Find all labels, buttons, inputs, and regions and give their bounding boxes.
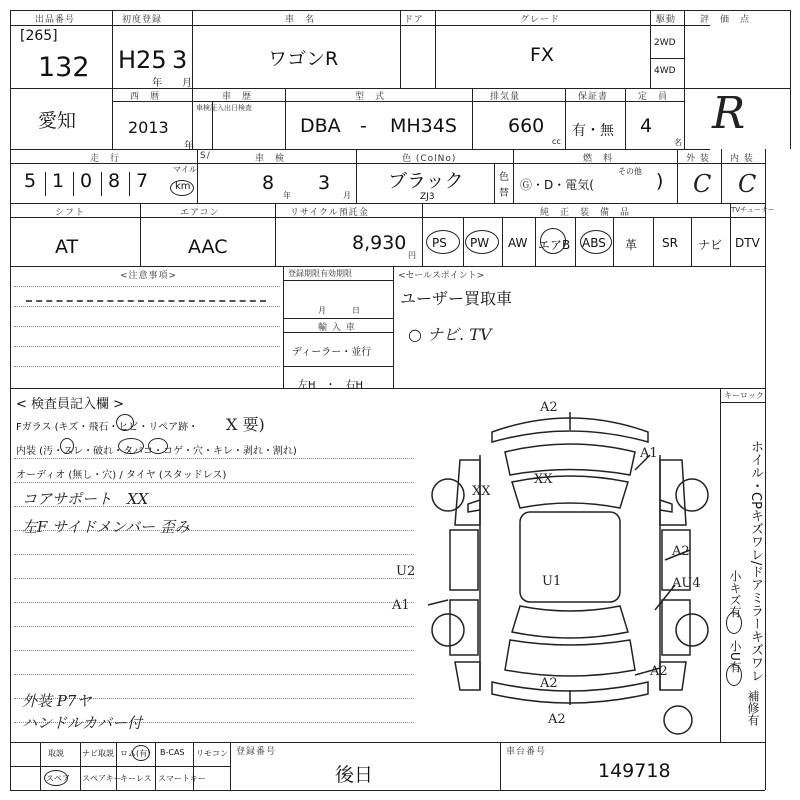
side-note: ホイル・CPキズワレ/ドアミラーキズワレ xyxy=(748,440,763,683)
equip-navi: ナビ xyxy=(698,238,723,252)
inspect-month-unit: 月 xyxy=(343,191,351,200)
tv-tuner-label: TVチューナー xyxy=(731,206,775,214)
mark-hood: XX xyxy=(534,472,553,487)
type-code: MH34S xyxy=(390,115,457,137)
equip-airbag: エアB xyxy=(538,238,571,252)
equip-abs: ABS xyxy=(582,236,606,250)
equip-dtv: DTV xyxy=(735,236,760,250)
type-dash: - xyxy=(360,115,367,137)
score: R xyxy=(712,88,746,139)
dealer-label: ディーラー・並行 xyxy=(292,347,372,358)
inspection-title: < 検査員記入欄 > xyxy=(16,397,125,412)
fuel-other: その他 xyxy=(618,167,642,176)
sales-point-1: ユーザー買取車 xyxy=(400,289,513,308)
equip-circle-airbag xyxy=(540,228,566,254)
fuel-options: Ⓖ・D・電気( xyxy=(520,178,594,192)
equip-circle-ps xyxy=(426,230,460,254)
shift-label: シフト xyxy=(55,208,86,218)
footer-rom: ロム(有) xyxy=(120,749,151,758)
equip-circle-pw xyxy=(465,230,499,254)
equip-ps: PS xyxy=(432,236,447,250)
hand-note-3: 外装 P7ヤ xyxy=(22,692,92,710)
inspect-year: 8 xyxy=(262,172,275,194)
car-diagram xyxy=(420,400,720,740)
mark-roof: U1 xyxy=(542,574,562,589)
mileage-digit: 0 xyxy=(80,170,93,192)
mark-right-rear: A2 xyxy=(650,664,668,679)
prefecture: 愛知 xyxy=(38,110,77,132)
mark-trunk: A2 xyxy=(540,676,558,691)
footer-spare: スペア xyxy=(46,774,70,783)
ext-label: 外 装 xyxy=(686,154,710,164)
mark-left-door: U2 xyxy=(396,564,416,579)
shift: AT xyxy=(55,236,79,258)
interior-line: 内装 (汚・スレ・破れ・タバコ・コゲ・穴・キレ・剥れ・割れ) xyxy=(16,446,297,457)
lot-bracket: [265] xyxy=(20,28,58,44)
year: 2013 xyxy=(128,118,169,137)
ac-label: エアコン xyxy=(180,208,220,218)
fuel-label: 燃 料 xyxy=(583,154,614,164)
glass-line: Fガラス (キズ・飛石・ヒビ・リペア跡・ xyxy=(16,422,199,433)
mark-hood-right: A1 xyxy=(640,446,658,461)
ac: AAC xyxy=(188,236,228,258)
cc-label: 排気量 xyxy=(490,92,521,102)
footer-navi-manual: ナビ取説 xyxy=(82,749,114,758)
equip-label: 純 正 装 備 品 xyxy=(540,208,631,218)
color-label: 色 (ColNo) xyxy=(402,154,457,164)
score-label: 評 価 点 xyxy=(700,15,751,25)
drive-2wd: 2WD xyxy=(654,38,676,48)
equip-circle-abs xyxy=(580,230,612,254)
footer-bcas: B-CAS xyxy=(160,748,185,757)
model-name: ワゴンR xyxy=(268,48,339,70)
ext-grade: C xyxy=(693,170,712,198)
reg-month: 3 xyxy=(172,46,188,74)
grade: FX xyxy=(530,44,554,66)
hand-note-1: コアサポート XX xyxy=(22,490,149,508)
equip-aw: AW xyxy=(508,236,528,250)
hand-note-2: 左F サイドメンバー 歪み xyxy=(22,518,190,536)
equip-sr: SR xyxy=(662,236,678,250)
reg-month-unit: 月 xyxy=(182,78,192,89)
mileage-label: 走 行 xyxy=(90,154,121,164)
mark-right-rear-door: AU4 xyxy=(672,576,701,591)
handle-label: 左H ・ 右H xyxy=(298,380,364,391)
color: ブラック xyxy=(388,170,464,192)
mileage-digit: 1 xyxy=(52,170,65,192)
capacity: 4 xyxy=(640,115,653,137)
equip-pw: PW xyxy=(470,236,490,250)
mileage-digit: 7 xyxy=(136,170,149,192)
lot-label: 出品番号 xyxy=(35,15,76,25)
mileage-digit: 8 xyxy=(108,170,121,192)
color-change-2: 替 xyxy=(499,188,509,199)
glass-mark: X 要) xyxy=(226,415,265,434)
mileage-digit: 5 xyxy=(24,170,37,192)
key-lock-label: キーロック xyxy=(724,391,764,400)
door-label: ドア xyxy=(404,15,424,25)
grade-label: グレード xyxy=(520,15,561,25)
shaken-sub: 車検証入出日検査 xyxy=(196,104,252,112)
mark-right-door: A2 xyxy=(672,544,690,559)
inspect-month: 3 xyxy=(318,172,331,194)
warranty: 有・無 xyxy=(572,123,614,139)
mileage-digits xyxy=(18,168,168,200)
int-label: 内 装 xyxy=(730,154,754,164)
unit-s: S/ xyxy=(200,151,211,161)
cc-unit: cc xyxy=(552,137,561,146)
shaken-label: 車 歴 xyxy=(222,92,253,102)
mark-left-front: XX xyxy=(472,484,491,499)
inspect-label: 車 検 xyxy=(255,154,286,164)
reg-limit-month: 月 xyxy=(318,306,326,315)
type-prefix: DBA xyxy=(300,115,341,137)
drive-4wd: 4WD xyxy=(654,66,676,76)
recycle-label: リサイクル預託金 xyxy=(290,208,369,218)
footer-spare-key: スペアキー xyxy=(82,774,122,783)
color-change-1: 色 xyxy=(499,172,509,183)
side-note-4: 補修有 xyxy=(746,690,760,726)
notes-label: <注意事項> xyxy=(120,271,178,281)
chassis-label: 車台番号 xyxy=(506,747,547,757)
footer-smart-key: スマートキー xyxy=(158,774,206,783)
drive-label: 駆動 xyxy=(656,15,677,25)
sales-point-2: ○ ナビ. TV xyxy=(408,325,492,344)
fuel-close: ) xyxy=(656,170,664,192)
chassis: 149718 xyxy=(598,760,671,782)
cc: 660 xyxy=(508,115,545,137)
int-grade: C xyxy=(738,170,757,198)
warranty-label: 保証書 xyxy=(578,92,609,102)
cap-label: 定 員 xyxy=(638,92,669,102)
mark-rear-bumper: A2 xyxy=(548,712,566,727)
audio-line: オーディオ (無し・穴) / タイヤ (スタッドレス) xyxy=(16,470,227,481)
mile-unit: マイル xyxy=(173,165,197,174)
sales-label: <セールスポイント> xyxy=(398,271,485,281)
footer-remote: リモコン xyxy=(196,749,228,758)
hand-note-4: ハンドルカバー付 xyxy=(22,714,143,732)
model-label: 車 名 xyxy=(285,15,316,25)
type-label: 型 式 xyxy=(355,92,386,102)
reg-no-label: 登録番号 xyxy=(236,747,277,757)
inspect-year-unit: 年 xyxy=(283,191,291,200)
year-unit: 年 xyxy=(184,141,194,152)
recycle-unit: 円 xyxy=(408,251,416,260)
side-note-2: 小キズ有 xyxy=(728,570,742,618)
mark-left-rear: A1 xyxy=(392,598,410,613)
equip-leather: 革 xyxy=(625,238,638,252)
year-label: 西 暦 xyxy=(130,92,161,102)
side-note-3: 小U有 xyxy=(728,640,742,673)
reg-year-unit: 年 xyxy=(152,78,162,89)
footer-manual: 取説 xyxy=(48,749,64,758)
cap-unit: 名 xyxy=(674,138,682,147)
reg-limit-day: 日 xyxy=(352,306,360,315)
km-unit: km xyxy=(175,181,191,192)
reg-era: H25 xyxy=(118,46,167,74)
footer-keyless: キーレス xyxy=(120,774,152,783)
recycle: 8,930 xyxy=(352,232,407,254)
reg-no: 後日 xyxy=(335,764,374,786)
import-label: 輸 入 車 xyxy=(318,323,356,333)
lot-number: 132 xyxy=(38,52,90,83)
mark-front-bumper: A2 xyxy=(540,400,558,415)
color-no: ZJ3 xyxy=(420,192,435,202)
reg-label: 初度登録 xyxy=(122,15,163,25)
reg-limit-label: 登録期限有効期限 xyxy=(288,269,352,278)
